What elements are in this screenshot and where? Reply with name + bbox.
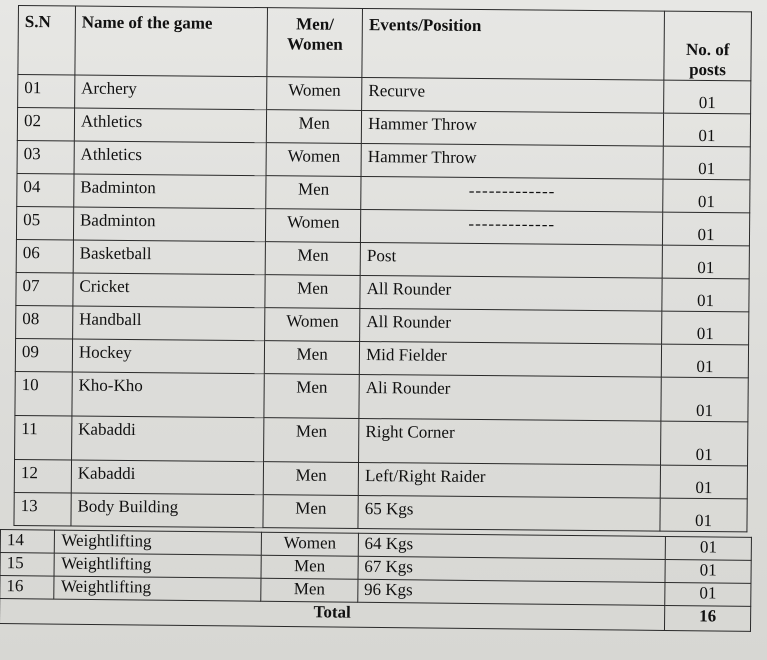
cell-game: Kho-Kho [72,372,265,418]
header-events: Events/Position [362,9,665,81]
cell-game: Weightlifting [54,576,261,601]
cell-posts: 01 [662,278,749,312]
cell-event: Recurve [362,78,664,114]
cell-posts: 01 [662,311,749,345]
cell-game: Athletics [74,108,267,143]
cell-game: Weightlifting [54,553,261,578]
cell-event: Mid Fielder [359,341,661,377]
cell-gender: Men [263,495,358,529]
cell-gender: Men [264,374,359,419]
cell-sn: 01 [18,75,75,108]
cell-gender: Men [261,578,358,602]
cell-sn: 07 [16,272,73,305]
cell-sn: 10 [15,371,72,415]
table-row [14,492,747,531]
cell-posts: 01 [662,245,749,279]
header-gender-line1: Men/ [296,14,335,34]
cell-posts: 01 [663,113,750,147]
cell-posts: 01 [665,582,751,606]
cell-gender: Men [265,242,360,276]
cell-event: 96 Kgs [357,579,665,605]
cell-posts: 01 [663,146,750,180]
cell-posts: 01 [665,559,751,583]
cell-event: ------------- [361,209,663,245]
cell-sn: 14 [0,530,55,554]
cell-game: Badminton [73,207,266,242]
cell-sn: 09 [15,338,72,371]
posts-table-part-2 [0,529,752,632]
cell-sn: 03 [17,140,74,173]
cell-posts: 01 [663,179,750,213]
cell-event: All Rounder [360,308,662,344]
cell-gender: Men [264,462,359,496]
cell-game: Kabaddi [71,460,264,495]
cell-sn: 06 [16,239,73,272]
cell-sn: 11 [15,415,72,459]
cell-game: Archery [74,75,267,110]
total-value: 16 [665,605,751,631]
cell-posts: 01 [661,344,748,378]
cell-game: Kabaddi [71,416,264,462]
cell-event: 67 Kgs [358,556,666,582]
cell-sn: 02 [17,108,74,141]
cell-gender: Men [264,418,359,463]
cell-game: Athletics [74,141,267,176]
cell-posts: 01 [660,465,747,499]
cell-sn: 08 [16,305,73,338]
cell-gender: Women [262,532,359,556]
cell-sn: 04 [17,173,74,206]
cell-event: Right Corner [359,418,661,465]
cell-posts: 01 [660,498,747,532]
cell-event: All Rounder [360,275,662,311]
cell-game: Basketball [73,240,266,275]
cell-event: Hammer Throw [361,111,663,147]
header-posts [664,11,751,81]
table-header-row [18,6,752,81]
cell-sn: 15 [0,553,55,577]
cell-gender: Women [265,308,360,342]
cell-event: ------------- [361,177,663,213]
cell-posts: 01 [664,80,751,114]
cell-gender: Men [267,110,362,144]
cell-posts: 01 [661,421,748,466]
cell-gender: Men [261,555,358,579]
cell-event: Hammer Throw [361,144,663,180]
cell-posts: 01 [665,536,751,560]
cell-gender: Men [266,176,361,210]
cell-game: Weightlifting [55,530,262,555]
cell-posts: 01 [663,212,750,246]
table-row [15,371,748,421]
cell-gender: Men [265,341,360,375]
cell-gender: Women [267,77,362,111]
cell-event: 65 Kgs [358,495,660,531]
cell-event: Post [360,242,662,278]
total-label: Total [0,599,665,631]
cell-event: 64 Kgs [358,533,666,559]
cell-game: Cricket [73,273,266,308]
header-posts-line2: posts [689,59,727,80]
cell-gender: Men [265,275,360,309]
cell-event: Left/Right Raider [358,462,660,498]
cell-game: Hockey [72,339,265,374]
cell-posts: 01 [661,377,748,422]
header-gender [267,8,362,78]
cell-gender: Women [266,143,361,177]
cell-sn: 12 [14,459,71,492]
header-sn: S.N [18,6,75,75]
table-row [15,415,748,465]
cell-game: Handball [72,306,265,341]
header-gender-line2: Women [286,34,343,54]
cell-event: Ali Rounder [359,374,661,421]
cell-gender: Women [266,209,361,243]
cell-sn: 16 [0,576,54,600]
header-posts-line1: No. of [685,39,730,60]
cell-sn: 13 [14,492,71,525]
header-game-name: Name of the game [75,6,268,77]
cell-game: Body Building [71,493,264,528]
cell-game: Badminton [74,174,267,209]
posts-table-part-1 [13,5,752,532]
cell-sn: 05 [16,206,73,239]
